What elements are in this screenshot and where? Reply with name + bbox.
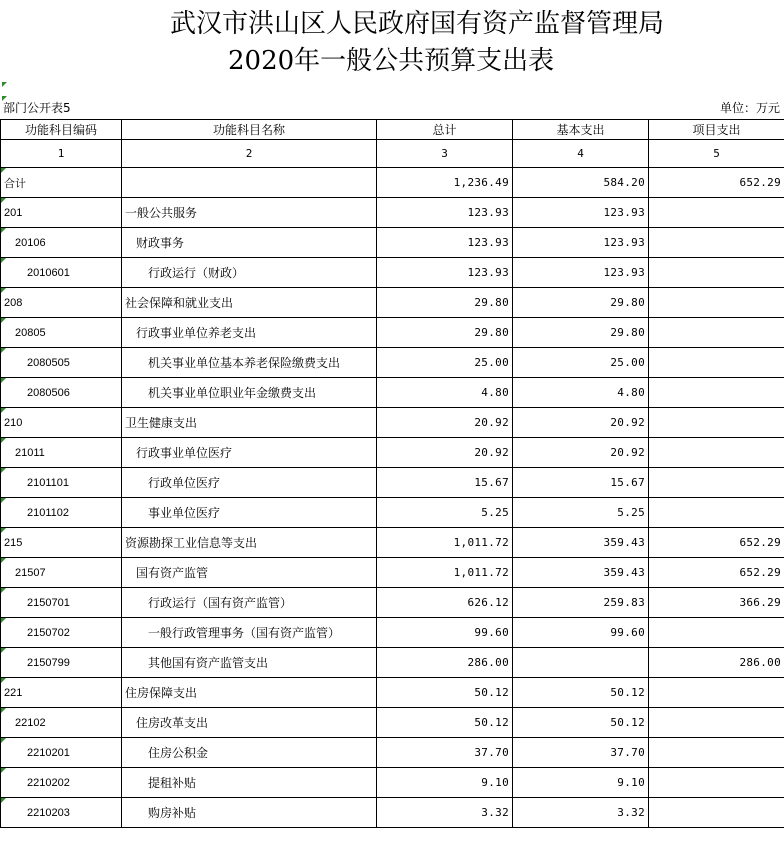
row-name: 行政单位医疗 [122,468,377,498]
row-basic: 29.80 [513,288,649,318]
row-project: 366.29 [649,588,784,618]
row-total: 25.00 [377,348,513,378]
row-basic: 359.43 [513,558,649,588]
row-basic: 123.93 [513,258,649,288]
table-row [1,408,784,438]
row-project [649,408,784,438]
row-total: 123.93 [377,258,513,288]
header-row [1,120,784,140]
table-row [1,378,784,408]
header-code: 功能科目编码 [1,120,122,140]
row-total: 50.12 [377,708,513,738]
row-basic: 5.25 [513,498,649,528]
row-name: 事业单位医疗 [122,498,377,528]
row-project [649,678,784,708]
row-total: 626.12 [377,588,513,618]
row-name: 机关事业单位基本养老保险缴费支出 [122,348,377,378]
row-basic: 15.67 [513,468,649,498]
row-code: 20106 [1,228,122,258]
row-project [649,318,784,348]
row-total: 20.92 [377,408,513,438]
row-name: 国有资产监管 [122,558,377,588]
row-code: 2150701 [1,588,122,618]
row-project [649,198,784,228]
header-basic: 基本支出 [513,120,649,140]
row-project: 652.29 [649,168,784,198]
row-name: 卫生健康支出 [122,408,377,438]
row-total: 123.93 [377,228,513,258]
row-name: 提租补贴 [122,768,377,798]
table-number: 部门公开表5 [3,101,71,115]
row-code: 201 [1,198,122,228]
row-total: 4.80 [377,378,513,408]
table-row [1,438,784,468]
row-code: 20805 [1,318,122,348]
row-project [649,468,784,498]
row-total: 29.80 [377,318,513,348]
row-code: 22102 [1,708,122,738]
row-name: 购房补贴 [122,798,377,828]
row-code: 2150799 [1,648,122,678]
row-code: 2080506 [1,378,122,408]
row-project [649,288,784,318]
row-project [649,258,784,288]
table-row [1,348,784,378]
table-row [1,588,784,618]
row-code: 215 [1,528,122,558]
row-name: 机关事业单位职业年金缴费支出 [122,378,377,408]
column-index-row [1,140,784,168]
report-title-line1: 武汉市洪山区人民政府国有资产监督管理局 [170,9,665,39]
row-total: 3.32 [377,798,513,828]
row-project: 652.29 [649,558,784,588]
row-name: 行政事业单位养老支出 [122,318,377,348]
row-project [649,768,784,798]
table-row [1,498,784,528]
row-code: 2150702 [1,618,122,648]
row-total: 20.92 [377,438,513,468]
row-code: 2080505 [1,348,122,378]
row-project [649,438,784,468]
row-total: 29.80 [377,288,513,318]
row-total: 37.70 [377,738,513,768]
row-basic: 29.80 [513,318,649,348]
table-row [1,318,784,348]
row-basic [513,648,649,678]
row-basic: 259.83 [513,588,649,618]
row-name: 一般行政管理事务（国有资产监管） [122,618,377,648]
row-project: 286.00 [649,648,784,678]
row-project [649,228,784,258]
table-row [1,228,784,258]
index-2: 2 [122,140,377,168]
row-total: 1,011.72 [377,528,513,558]
row-basic: 123.93 [513,198,649,228]
row-basic: 50.12 [513,678,649,708]
row-name: 行政事业单位医疗 [122,438,377,468]
row-project [649,498,784,528]
table-row [1,168,784,198]
row-project [649,378,784,408]
row-total: 15.67 [377,468,513,498]
row-project [649,798,784,828]
row-basic: 123.93 [513,228,649,258]
index-1: 1 [1,140,122,168]
table-row [1,678,784,708]
header-total: 总计 [377,120,513,140]
row-basic: 20.92 [513,408,649,438]
row-code: 2010601 [1,258,122,288]
row-total: 286.00 [377,648,513,678]
index-5: 5 [649,140,784,168]
row-basic: 9.10 [513,768,649,798]
row-code: 21011 [1,438,122,468]
row-project [649,618,784,648]
row-name: 资源勘探工业信息等支出 [122,528,377,558]
row-code: 2210202 [1,768,122,798]
table-row [1,558,784,588]
row-basic: 20.92 [513,438,649,468]
row-name: 行政运行（财政） [122,258,377,288]
row-name: 社会保障和就业支出 [122,288,377,318]
unit-label: 单位：万元 [719,101,780,115]
row-total: 1,011.72 [377,558,513,588]
row-code: 合计 [1,168,122,198]
row-code: 2101101 [1,468,122,498]
row-code: 2101102 [1,498,122,528]
row-basic: 37.70 [513,738,649,768]
row-basic: 4.80 [513,378,649,408]
row-code: 221 [1,678,122,708]
row-basic: 3.32 [513,798,649,828]
row-code: 210 [1,408,122,438]
row-basic: 359.43 [513,528,649,558]
row-name: 住房公积金 [122,738,377,768]
table-row [1,708,784,738]
row-code: 2210201 [1,738,122,768]
row-name [122,168,377,198]
row-project [649,738,784,768]
row-total: 99.60 [377,618,513,648]
row-basic: 584.20 [513,168,649,198]
row-name: 其他国有资产监管支出 [122,648,377,678]
row-total: 1,236.49 [377,168,513,198]
table-row [1,618,784,648]
header-project: 项目支出 [649,120,784,140]
row-total: 50.12 [377,678,513,708]
row-basic: 99.60 [513,618,649,648]
table-row [1,648,784,678]
row-name: 行政运行（国有资产监管） [122,588,377,618]
row-code: 208 [1,288,122,318]
row-project: 652.29 [649,528,784,558]
table-row [1,198,784,228]
table-row [1,768,784,798]
row-name: 住房保障支出 [122,678,377,708]
cell-marker-icon [2,82,7,87]
row-project [649,348,784,378]
report-title-line2: 2020年一般公共预算支出表 [228,46,555,76]
row-project [649,708,784,738]
index-4: 4 [513,140,649,168]
table-row [1,258,784,288]
budget-table [0,119,784,828]
row-name: 住房改革支出 [122,708,377,738]
row-name: 财政事务 [122,228,377,258]
row-total: 5.25 [377,498,513,528]
row-name: 一般公共服务 [122,198,377,228]
table-row [1,468,784,498]
index-3: 3 [377,140,513,168]
table-row [1,738,784,768]
row-basic: 25.00 [513,348,649,378]
row-basic: 50.12 [513,708,649,738]
row-code: 21507 [1,558,122,588]
row-total: 9.10 [377,768,513,798]
table-row [1,798,784,828]
row-code: 2210203 [1,798,122,828]
table-row [1,288,784,318]
table-row [1,528,784,558]
header-name: 功能科目名称 [122,120,377,140]
row-total: 123.93 [377,198,513,228]
